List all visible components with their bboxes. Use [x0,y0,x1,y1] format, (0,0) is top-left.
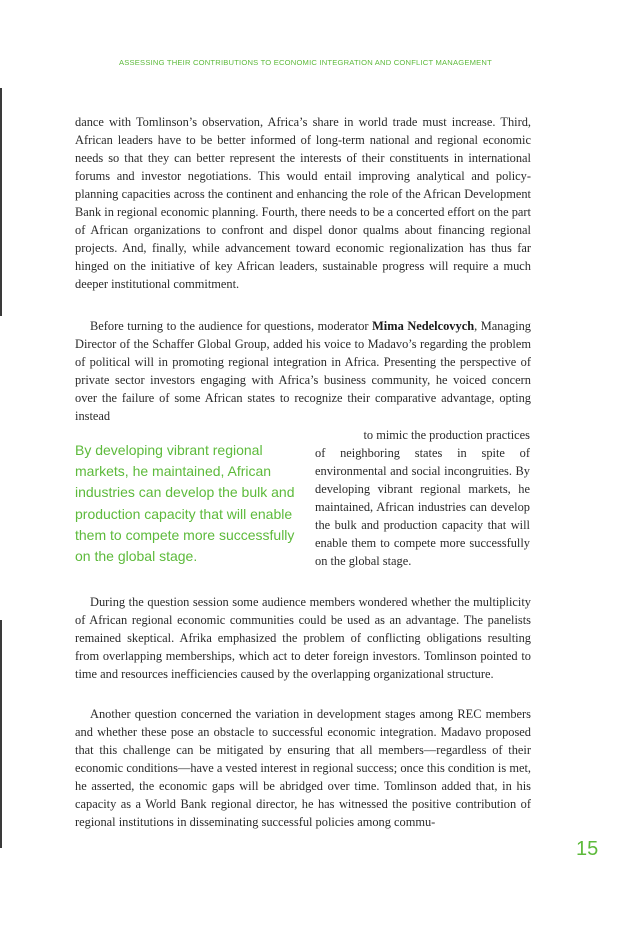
paragraph-2-continuation-rest: of neighboring states in spite of environmental and social incongruities. By developing vibrant regional markets, he maintained, African industries can develop the bulk and production capacity that will enable them to compete more successfully on the global stage. [315,446,530,569]
running-header: ASSESSING THEIR CONTRIBUTIONS TO ECONOMIC INTEGRATION AND CONFLICT MANAGEMENT [119,58,492,67]
moderator-name: Mima Nedelcovych [372,319,475,333]
paragraph-2-continuation [315,426,530,570]
body-paragraph-3: During the question session some audience members wondered whether the multiplicity of African regional economic communities could be used as an advantage. The panelists remained skeptical. Afrika emphasized the problem of conflicting obligations resulting from overlapping memberships, which act to deter foreign investors. Tomlinson pointed to time and resources inefficiencies caused by the overlapping organizational structure. [75,595,531,682]
page-number: 15 [576,838,599,860]
left-edge-bar-top [0,88,2,316]
paragraph-2-text: , Managing Director of the Schaffer Global Group, added his voice to Madavo’s regarding the problem of political will in promoting regional integration in Africa. Presenting the perspective of private sector investors engaging with Africa’s business community, he voiced concern over the failure of some African states to recognize their comparative advantage, opting instead [75,319,531,424]
paragraph-2-lead: Before turning to the audience for questions, moderator [90,319,373,333]
paragraph-2-continuation-line-1: to mimic the production practices [363,428,530,442]
body-paragraph-4: Another question concerned the variation in development stages among REC members and whether these pose an obstacle to successful economic integration. Madavo proposed that this challenge can be mitigated by ensuring that all members—regardless of their economic conditions—have a vested interest in regional success; once this condition is met, he asserted, the economic gaps will be abridged over time. Tomlinson added that, in his capacity as a World Bank regional director, he has witnessed the positive contribution of regional institutions in disseminating successful policies among commu- [75,707,531,830]
body-paragraph-1: dance with Tomlinson’s observation, Africa’s share in world trade must increase. Third, African leaders have to be better informed of long-term national and regional economic needs so that they can better represent the interests of their constituents in international forums and investor negotiations. This would entail improving analytical and policy-planning capacities across the continent and enhancing the role of the African Development Bank in regional economic planning. Fourth, there needs to be a concerted effort on the part of African organizations to confront and dispel donor qualms about financing regional projects. And, finally, while advancement toward economic regionalization has thus far hinged on the initiative of key African leaders, sustainable progress will require a much deeper institutional commitment. [75,115,531,292]
left-edge-bar-bottom [0,620,2,848]
body-paragraph-2 [75,317,531,425]
pull-quote: By developing vibrant regional markets, he maintained, African industries can develop the bulk and production capacity that will enable them to compete more successfully on the global stage. [75,442,295,565]
